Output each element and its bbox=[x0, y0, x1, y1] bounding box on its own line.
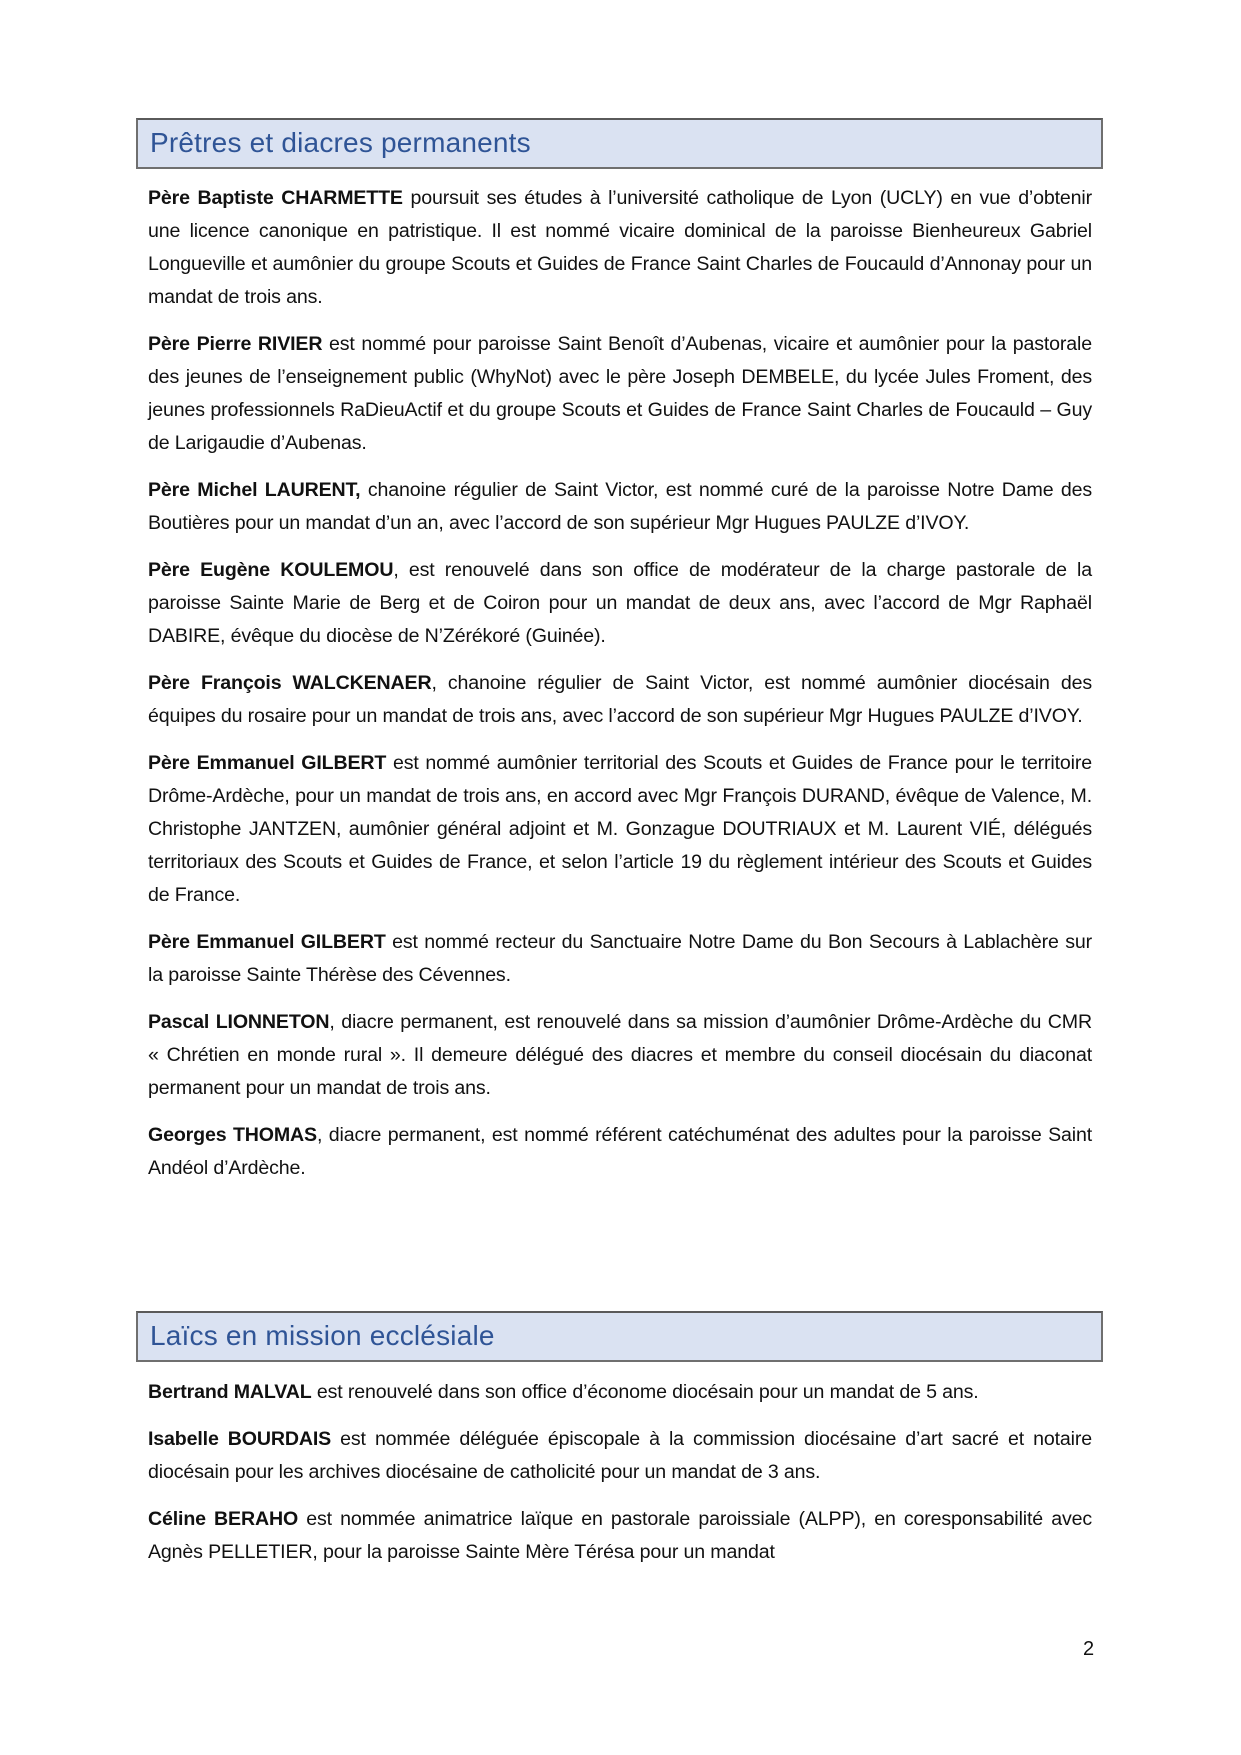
appointment-text: est nommé recteur du Sanctuaire Notre Dame du Bon Secours à Lablachère sur la paroisse Sainte Thérèse des Cévennes. bbox=[148, 931, 1092, 986]
appointment-text: , diacre permanent, est nommé référent catéchuménat des adultes pour la paroisse Saint Andéol d’Ardèche. bbox=[148, 1124, 1092, 1179]
person-name: Père François WALCKENAER bbox=[148, 672, 432, 694]
section-title: Prêtres et diacres permanents bbox=[150, 127, 531, 158]
appointment-text: est nommée animatrice laïque en pastorale paroissiale (ALPP), en coresponsabilité avec Agnès PELLETIER, pour la paroisse Sainte Mère Térésa pour un mandat bbox=[148, 1508, 1092, 1563]
appointment-text: poursuit ses études à l’université catholique de Lyon (UCLY) en vue d’obtenir une licence canonique en patristique. Il est nommé vicaire dominical de la paroisse Bienheureux Gabriel Longueville et aumônier du groupe Scouts et Guides de France Saint Charles de Foucauld d’Annonay pour un mandat de trois ans. bbox=[148, 187, 1093, 308]
appointment-paragraph bbox=[148, 926, 1092, 992]
person-name: Pascal LIONNETON bbox=[148, 1011, 330, 1033]
appointment-paragraph bbox=[148, 747, 1092, 912]
appointment-paragraph bbox=[148, 1503, 1092, 1569]
person-name: Georges THOMAS bbox=[148, 1124, 317, 1146]
person-name: Père Pierre RIVIER bbox=[148, 333, 323, 355]
appointment-paragraph bbox=[148, 1119, 1092, 1185]
person-name: Céline BERAHO bbox=[148, 1508, 299, 1530]
person-name: Bertrand MALVAL bbox=[148, 1381, 312, 1403]
section-body-laics-mission bbox=[148, 1376, 1092, 1583]
person-name: Père Emmanuel GILBERT bbox=[148, 931, 386, 953]
person-name: Père Michel LAURENT, bbox=[148, 479, 361, 501]
person-name: Père Baptiste CHARMETTE bbox=[148, 187, 403, 209]
appointment-paragraph bbox=[148, 1423, 1092, 1489]
section-heading-laics-mission bbox=[136, 1311, 1103, 1362]
appointment-text: est renouvelé dans son office d’économe diocésain pour un mandat de 5 ans. bbox=[311, 1381, 979, 1403]
appointment-paragraph bbox=[148, 328, 1092, 460]
appointment-text: , est renouvelé dans son office de modérateur de la charge pastorale de la paroisse Sainte Marie de Berg et de Coiron pour un mandat de deux ans, avec l’accord de Mgr Raphaël DABIRE, évêque du diocèse de N’Zérékoré (Guinée). bbox=[148, 559, 1093, 647]
section-heading-pretres-diacres bbox=[136, 118, 1103, 169]
appointment-text: est nommé pour paroisse Saint Benoît d’Aubenas, vicaire et aumônier pour la pastorale des jeunes de l’enseignement public (WhyNot) avec le père Joseph DEMBELE, du lycée Jules Froment, des jeunes professionnels RaDieuActif et du groupe Scouts et Guides de France Saint Charles de Foucauld – Guy de Larigaudie d’Aubenas. bbox=[148, 333, 1092, 454]
appointment-text: est nommée déléguée épiscopale à la commission diocésaine d’art sacré et notaire diocésain pour les archives diocésaine de catholicité pour un mandat de 3 ans. bbox=[148, 1428, 1092, 1483]
appointment-paragraph bbox=[148, 182, 1092, 314]
person-name: Père Emmanuel GILBERT bbox=[148, 752, 387, 774]
section-title: Laïcs en mission ecclésiale bbox=[150, 1320, 495, 1351]
appointment-text: , diacre permanent, est renouvelé dans sa mission d’aumônier Drôme-Ardèche du CMR « Chrétien en monde rural ». Il demeure délégué des diacres et membre du conseil diocésain du diaconat permanent pour un mandat de trois ans. bbox=[148, 1011, 1092, 1099]
appointment-text: chanoine régulier de Saint Victor, est nommé curé de la paroisse Notre Dame des Boutières pour un mandat d’un an, avec l’accord de son supérieur Mgr Hugues PAULZE d’IVOY. bbox=[148, 479, 1092, 534]
appointment-paragraph bbox=[148, 667, 1092, 733]
appointment-paragraph bbox=[148, 474, 1092, 540]
person-name: Père Eugène KOULEMOU bbox=[148, 559, 394, 581]
appointment-paragraph bbox=[148, 1006, 1092, 1105]
appointment-text: est nommé aumônier territorial des Scouts et Guides de France pour le territoire Drôme-Ardèche, pour un mandat de trois ans, en accord avec Mgr François DURAND, évêque de Valence, M. Christophe JANTZEN, aumônier général adjoint et M. Gonzague DOUTRIAUX et M. Laurent VIÉ, délégués territoriaux des Scouts et Guides de France, et selon l’article 19 du règlement intérieur des Scouts et Guides de France. bbox=[148, 752, 1092, 906]
section-body-pretres-diacres bbox=[148, 182, 1092, 1199]
appointment-text: , chanoine régulier de Saint Victor, est nommé aumônier diocésain des équipes du rosaire pour un mandat de trois ans, avec l’accord de son supérieur Mgr Hugues PAULZE d’IVOY. bbox=[148, 672, 1092, 727]
appointment-paragraph bbox=[148, 1376, 1092, 1409]
page-number: 2 bbox=[1083, 1638, 1095, 1660]
appointment-paragraph bbox=[148, 554, 1092, 653]
person-name: Isabelle BOURDAIS bbox=[148, 1428, 332, 1450]
